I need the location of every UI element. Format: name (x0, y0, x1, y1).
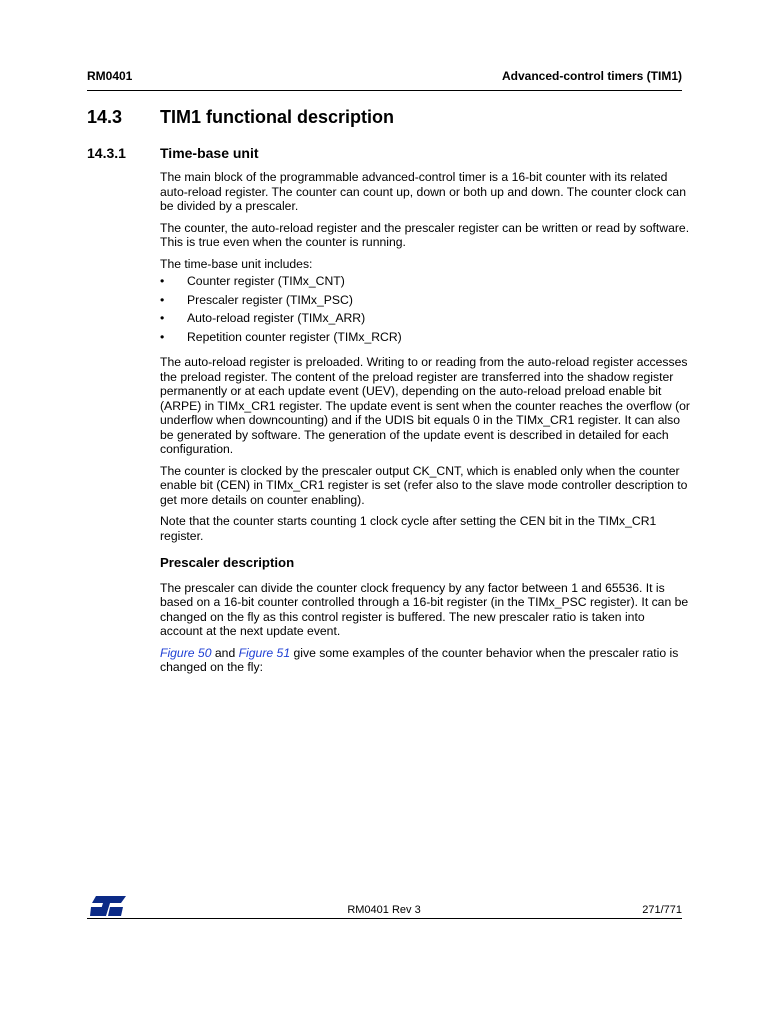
bullet-icon: • (160, 329, 165, 344)
paragraph-autoreload: The auto-reload register is preloaded. Writing to or reading from the auto-reload register accesses the preload register. The content of the preload register are transferred into the shadow register permanently or at each update event (UEV), depending on the auto-reload preload enable bit (ARPE) in TIMx_CR1 register. The update event is sent when the counter reaches the overflow (or underflow when downcounting) and if the UDIS bit equals 0 in the TIMx_CR1 register. It can also be generated by software. The generation of the update event is described in detailed for each configuration. (160, 355, 690, 456)
subsection-number: 14.3.1 (87, 145, 126, 161)
figure-51-link[interactable]: Figure 51 (238, 645, 291, 660)
list-item-text: Prescaler register (TIMx_PSC) (187, 292, 353, 307)
bullet-icon: • (160, 274, 165, 288)
paragraph-figures (160, 646, 690, 675)
text-figures-rest: give some examples of the counter behavior when the prescaler ratio is changed on the fly: (160, 645, 679, 674)
list-item (160, 330, 690, 349)
bullet-icon: • (160, 311, 165, 325)
paragraph-includes: The time-base unit includes: (160, 256, 313, 271)
list-item-text: Repetition counter register (TIMx_RCR) (187, 329, 402, 344)
paragraph-clocking: The counter is clocked by the prescaler output CK_CNT, which is enabled only when the counter enable bit (CEN) in TIMx_CR1 register is set (refer also to the slave mode controller description to get more details on counter enabling). (160, 463, 688, 507)
section-number: 14.3 (87, 107, 123, 127)
figure-50-link[interactable]: Figure 50 (160, 645, 212, 660)
list-item (160, 293, 690, 312)
list-item-text: Auto-reload register (TIMx_ARR) (187, 311, 366, 325)
header-doc-id: RM0401 (87, 69, 133, 83)
paragraph-intro: The main block of the programmable advanced-control timer is a 16-bit counter with its related auto-reload register. The counter can count up, down or both up and down. The counter clock can be divided by a prescaler. (160, 170, 686, 213)
paragraph-note: Note that the counter starts counting 1 clock cycle after setting the CEN bit in the TIMx_CR1 register. (160, 514, 657, 543)
header-chapter-title: Advanced-control timers (TIM1) (501, 69, 682, 83)
header-divider (87, 90, 682, 91)
body-content (160, 170, 690, 682)
subsection-title: Time-base unit (160, 145, 259, 161)
section-title: TIM1 functional description (160, 107, 395, 127)
bullet-icon: • (160, 292, 165, 307)
list-item (160, 274, 690, 293)
footer-divider (87, 918, 682, 919)
text-and: and (211, 645, 239, 660)
list-item (160, 311, 690, 330)
prescaler-heading: Prescaler description (160, 555, 295, 570)
paragraph-prescaler: The prescaler can divide the counter clock frequency by any factor between 1 and 65536. It is based on a 16-bit counter controlled through a 16-bit register (in the TIMx_PSC register). It can be changed on the fly as this control register is buffered. The new prescaler ratio is taken into account at the next update event. (160, 580, 689, 638)
footer-revision: RM0401 Rev 3 (347, 904, 421, 916)
list-item-text: Counter register (TIMx_CNT) (187, 274, 345, 288)
paragraph-readwrite: The counter, the auto-reload register and the prescaler register can be written or read by software. This is true even when the counter is running. (160, 220, 690, 249)
footer-page-number: 271/771 (642, 904, 682, 916)
register-list (160, 274, 690, 348)
